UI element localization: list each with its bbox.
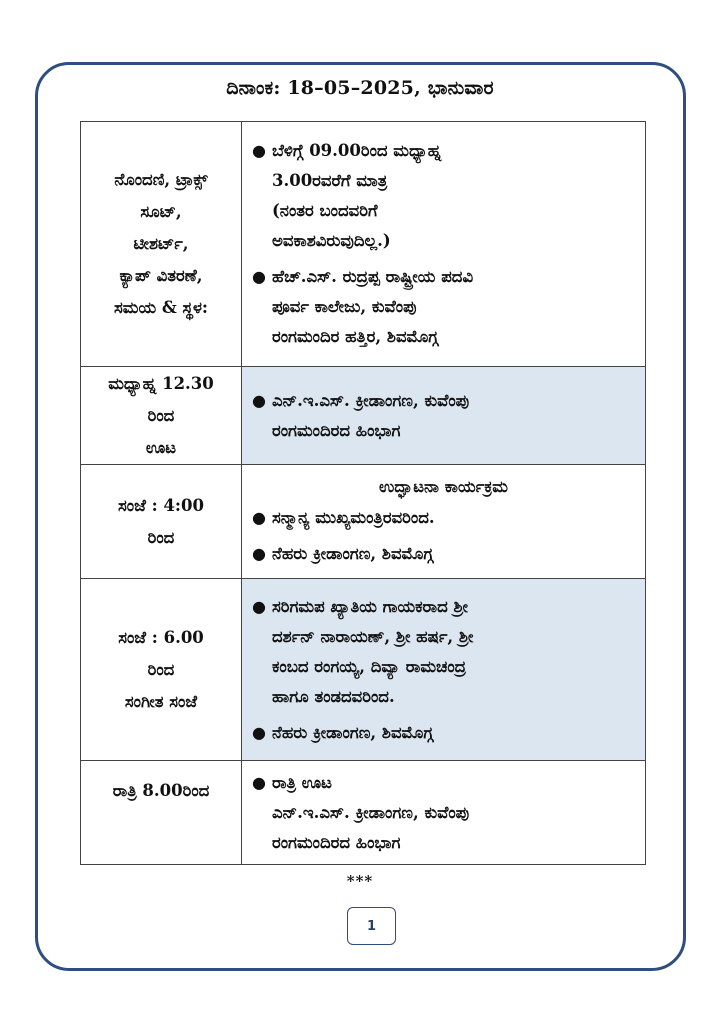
time-label-cell: ನೊಂದಣಿ, ಟ್ರಾಕ್ಸ್ ಸೂಟ್, ಟೀಶರ್ಟ್, ಕ್ಯಾಪ್ ವಿತರಣೆ, ಸಮಯ & ಸ್ಥಳ: — [81, 122, 242, 367]
bullet-dot-icon: ● — [252, 543, 266, 563]
list-item-text: ಸರಿಗಮಪ ಖ್ಯಾತಿಯ ಗಾಯಕರಾದ ಶ್ರೀ ದರ್ಶನ್ ನಾರಾಯಣ್, ಶ್ರೀ ಹರ್ಷ, ಶ್ರೀ ಕಂಬದ ರಂಗಯ್ಯ, ದಿವ್ಯಾ ರಾಮಚಂದ್ರ ಹಾಗೂ ತಂಡದವರಿಂದ. — [272, 596, 474, 706]
bullet-list — [250, 768, 637, 858]
time-label-cell: ಸಂಜೆ : 4:00 ರಿಂದ — [81, 465, 242, 579]
event-heading: ಉದ್ಘಾಟನಾ ಕಾರ್ಯಕ್ರಮ — [379, 476, 508, 496]
table-row — [81, 579, 646, 761]
list-item — [250, 768, 637, 858]
details-cell — [242, 465, 646, 579]
time-label-cell: ಸಂಜೆ : 6.00 ರಿಂದ ಸಂಗೀತ ಸಂಜೆ — [81, 579, 242, 761]
bullet-list — [250, 136, 637, 352]
table-row — [81, 122, 646, 367]
table-row — [81, 465, 646, 579]
list-item — [250, 386, 637, 446]
date-heading: ದಿನಾಂಕ: 18–05–2025, ಭಾನುವಾರ — [226, 77, 494, 99]
bullet-list — [250, 592, 637, 748]
bullet-dot-icon: ● — [252, 722, 266, 742]
details-cell — [242, 367, 646, 465]
time-label-cell: ಮಧ್ಯಾಹ್ನ 12.30 ರಿಂದ ಊಟ — [81, 367, 242, 465]
bullet-list — [250, 503, 637, 569]
list-item — [250, 592, 637, 712]
bullet-dot-icon: ● — [252, 267, 266, 286]
bullet-list — [250, 386, 637, 446]
details-cell — [242, 122, 646, 367]
list-item-text: ನೆಹರು ಕ್ರೀಡಾಂಗಣ, ಶಿವಮೊಗ್ಗ — [272, 543, 434, 563]
list-item — [250, 503, 637, 533]
details-cell — [242, 761, 646, 865]
table-row — [81, 367, 646, 465]
time-label-cell: ರಾತ್ರಿ 8.00ರಿಂದ — [81, 761, 242, 865]
list-item — [250, 136, 637, 256]
table-row — [81, 761, 646, 865]
details-cell — [242, 579, 646, 761]
list-item — [250, 262, 637, 352]
bullet-dot-icon: ● — [252, 390, 266, 410]
list-item-text: ಸನ್ಮಾನ್ಯ ಮುಖ್ಯಮಂತ್ರಿರವರಿಂದ. — [272, 507, 435, 527]
list-item-text: ನೆಹರು ಕ್ರೀಡಾಂಗಣ, ಶಿವಮೊಗ್ಗ — [272, 722, 434, 742]
list-item-text: ರಾತ್ರಿ ಊಟ ಎನ್.ಇ.ಎಸ್. ಕ್ರೀಡಾಂಗಣ, ಕುವೆಂಪು ರಂಗಮಂದಿರದ ಹಿಂಭಾಗ — [272, 772, 470, 852]
bullet-dot-icon: ● — [252, 772, 266, 792]
page-number-box — [347, 907, 396, 945]
section-separator: *** — [346, 872, 374, 890]
list-item — [250, 539, 637, 569]
page-number: 1 — [366, 918, 377, 934]
list-item-text: ಎನ್.ಇ.ಎಸ್. ಕ್ರೀಡಾಂಗಣ, ಕುವೆಂಪು ರಂಗಮಂದಿರದ ಹಿಂಭಾಗ — [272, 390, 470, 440]
schedule-table — [80, 121, 646, 865]
list-item-text: ಬೆಳಿಗ್ಗೆ 09.00ರಿಂದ ಮಧ್ಯಾಹ್ನ 3.00ರವರೆಗೆ ಮಾತ್ರ (ನಂತರ ಬಂದವರಿಗೆ ಅವಕಾಶವಿರುವುದಿಲ್ಲ.) — [272, 141, 442, 250]
bullet-dot-icon: ● — [252, 141, 266, 160]
bullet-dot-icon: ● — [252, 596, 266, 616]
list-item-text: ಹೆಚ್.ಎಸ್. ರುದ್ರಪ್ಪ ರಾಷ್ಟ್ರೀಯ ಪದವಿ ಪೂರ್ವ ಕಾಲೇಜು, ಕುವೆಂಪು ರಂಗಮಂದಿರ ಹತ್ತಿರ, ಶಿವಮೊಗ್ಗ — [272, 267, 474, 346]
bullet-dot-icon: ● — [252, 507, 266, 527]
list-item — [250, 718, 637, 748]
